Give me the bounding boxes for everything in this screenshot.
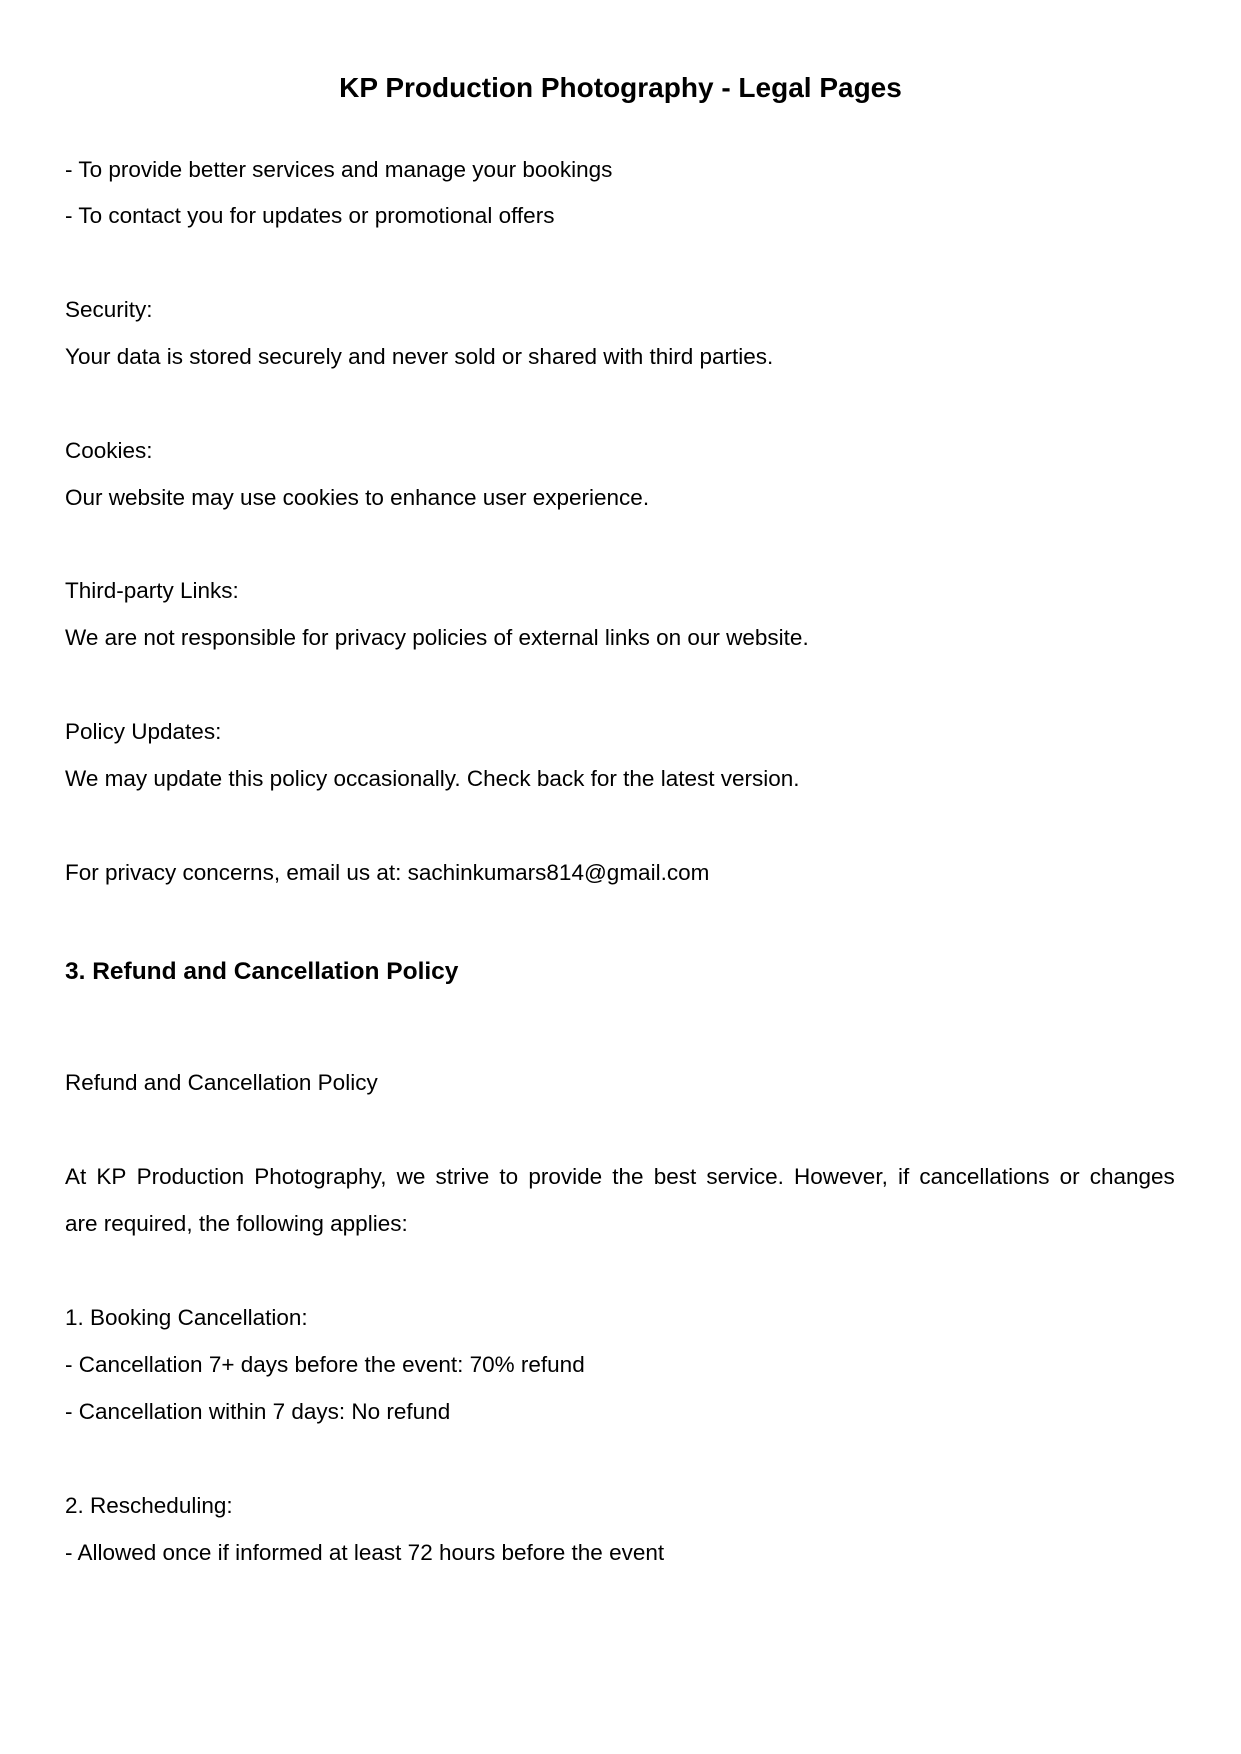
booking-cancellation-item-2: - Cancellation within 7 days: No refund [65,1399,451,1424]
intro-word: best [653,1164,697,1189]
refund-subtitle: Refund and Cancellation Policy [65,1070,378,1095]
intro-word: if [897,1164,910,1189]
policy-updates-text: We may update this policy occasionally. Check back for the latest version. [65,766,800,791]
refund-section-heading: 3. Refund and Cancellation Policy [65,958,459,985]
intro-word: At [65,1164,87,1189]
intro-word: Photography, [254,1164,387,1189]
intro-word: strive [435,1164,490,1189]
booking-cancellation-heading: 1. Booking Cancellation: [65,1305,308,1330]
intro-word: provide [528,1164,603,1189]
usage-bullet-contact: - To contact you for updates or promotional offers [65,203,555,228]
intro-word: However, [794,1164,888,1189]
intro-word: Production [136,1164,245,1189]
document-title: KP Production Photography - Legal Pages [339,72,902,103]
intro-word: the [612,1164,644,1189]
usage-bullet-services: - To provide better services and manage your bookings [65,157,613,182]
intro-word: changes [1089,1164,1175,1189]
security-heading: Security: [65,297,153,322]
policy-updates-heading: Policy Updates: [65,719,222,744]
intro-word: we [396,1164,426,1189]
intro-word: or [1059,1164,1080,1189]
third-party-text: We are not responsible for privacy policies of external links on our website. [65,625,809,650]
refund-intro-line-2: are required, the following applies: [65,1211,408,1236]
rescheduling-heading: 2. Rescheduling: [65,1493,233,1518]
refund-intro-line-1 [65,1162,1175,1192]
rescheduling-item-1: - Allowed once if informed at least 72 hours before the event [65,1540,665,1565]
intro-word: cancellations [919,1164,1050,1189]
booking-cancellation-item-1: - Cancellation 7+ days before the event: 70% refund [65,1352,585,1377]
security-text: Your data is stored securely and never sold or shared with third parties. [65,344,774,369]
intro-word: KP [96,1164,127,1189]
cookies-heading: Cookies: [65,438,153,463]
privacy-contact-text: For privacy concerns, email us at: sachinkumars814@gmail.com [65,860,710,885]
intro-word: service. [706,1164,784,1189]
cookies-text: Our website may use cookies to enhance user experience. [65,485,650,510]
intro-word: to [499,1164,519,1189]
third-party-heading: Third-party Links: [65,578,239,603]
